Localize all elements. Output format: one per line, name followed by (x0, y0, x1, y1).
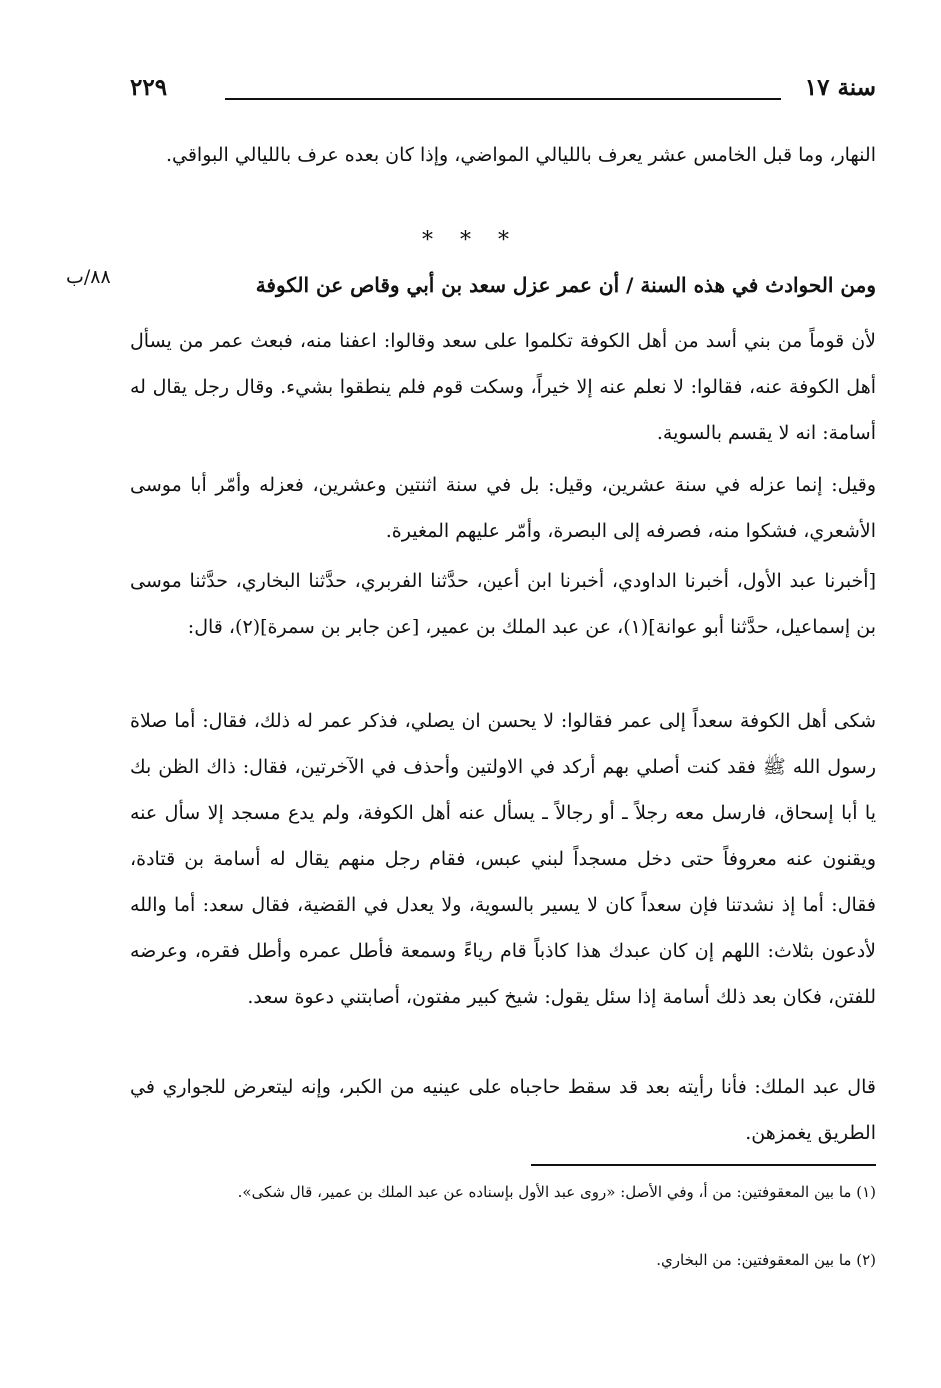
margin-folio: ٨٨/ب (66, 266, 111, 288)
section-heading: ومن الحوادث في هذه السنة / أن عمر عزل سعد بن أبي وقاص عن الكوفة (255, 273, 876, 297)
page-number: ٢٢٩ (130, 74, 168, 101)
header-rule (225, 98, 781, 100)
footnote: (٢) ما بين المعقوفتين: من البخاري. (656, 1251, 876, 1269)
intro-paragraph: النهار، وما قبل الخامس عشر يعرف بالليالي المواضي، وإذا كان بعده عرف بالليالي البواقي. (165, 144, 876, 166)
paragraph: [أخبرنا عبد الأول، أخبرنا الداودي، أخبرنا ابن أعين، حدَّثنا الفربري، حدَّثنا البخاري، حدَّثنا موسى بن إسماعيل، حدَّثنا أبو عوانة](١)، عن عبد الملك بن عمير، [عن جابر بن سمرة](٢)، قال: (130, 570, 876, 638)
section-separator: * * * (422, 228, 519, 253)
paragraph: وقيل: إنما عزله في سنة عشرين، وقيل: بل في سنة اثنتين وعشرين، فعزله وأمّر أبا موسى الأشعري، فشكوا منه، فصرفه إلى البصرة، وأمّر عليهم المغيرة. (130, 474, 876, 542)
footnote-rule (531, 1164, 876, 1166)
page-header (130, 74, 876, 108)
running-title: سنة ١٧ (804, 74, 876, 101)
footnote: (١) ما بين المعقوفتين: من أ، وفي الأصل: «روى عبد الأول بإسناده عن عبد الملك بن عمير، قال شكى». (237, 1183, 876, 1201)
paragraph: شكى أهل الكوفة سعداً إلى عمر فقالوا: لا يحسن ان يصلي، فذكر عمر له ذلك، فقال: أما صلاة رسول الله ﷺ فقد كنت أصلي بهم أركد في الاولتين وأحذف في الآخرتين، فقال: ذاك الظن بك يا أبا إسحاق، فارسل معه رجلاً ـ أو رجالاً ـ يسأل عنه أهل الكوفة، ولم يدع مسجد إلا سأل عنه ويقنون عنه معروفاً حتى دخل مسجداً لبني عبس، فقام رجل منهم يقال له أسامة بن قتادة، فقال: أما إذ نشدتنا فإن سعداً كان لا يسير بالسوية، ولا يعدل في القضية، فقال سعد: أما والله لأدعون بثلاث: اللهم إن كان عبدك هذا كاذباً قام رياءً وسمعة فأطل عمره وأطل فقره، وعرضه للفتن، فكان بعد ذلك أسامة إذا سئل يقول: شيخ كبير مفتون، أصابتني دعوة سعد. (130, 710, 876, 1008)
paragraph: قال عبد الملك: فأنا رأيته بعد قد سقط حاجباه على عينيه من الكبر، وإنه ليتعرض للجواري في الطريق يغمزهن. (130, 1076, 876, 1144)
paragraph: لأن قوماً من بني أسد من أهل الكوفة تكلموا على سعد وقالوا: اعفنا منه، فبعث عمر من يسأل أهل الكوفة عنه، فقالوا: لا نعلم عنه إلا خيراً، وسكت قوم فلم ينطقوا بشيء. وقال رجل يقال له أسامة: انه لا يقسم بالسوية. (130, 330, 876, 444)
